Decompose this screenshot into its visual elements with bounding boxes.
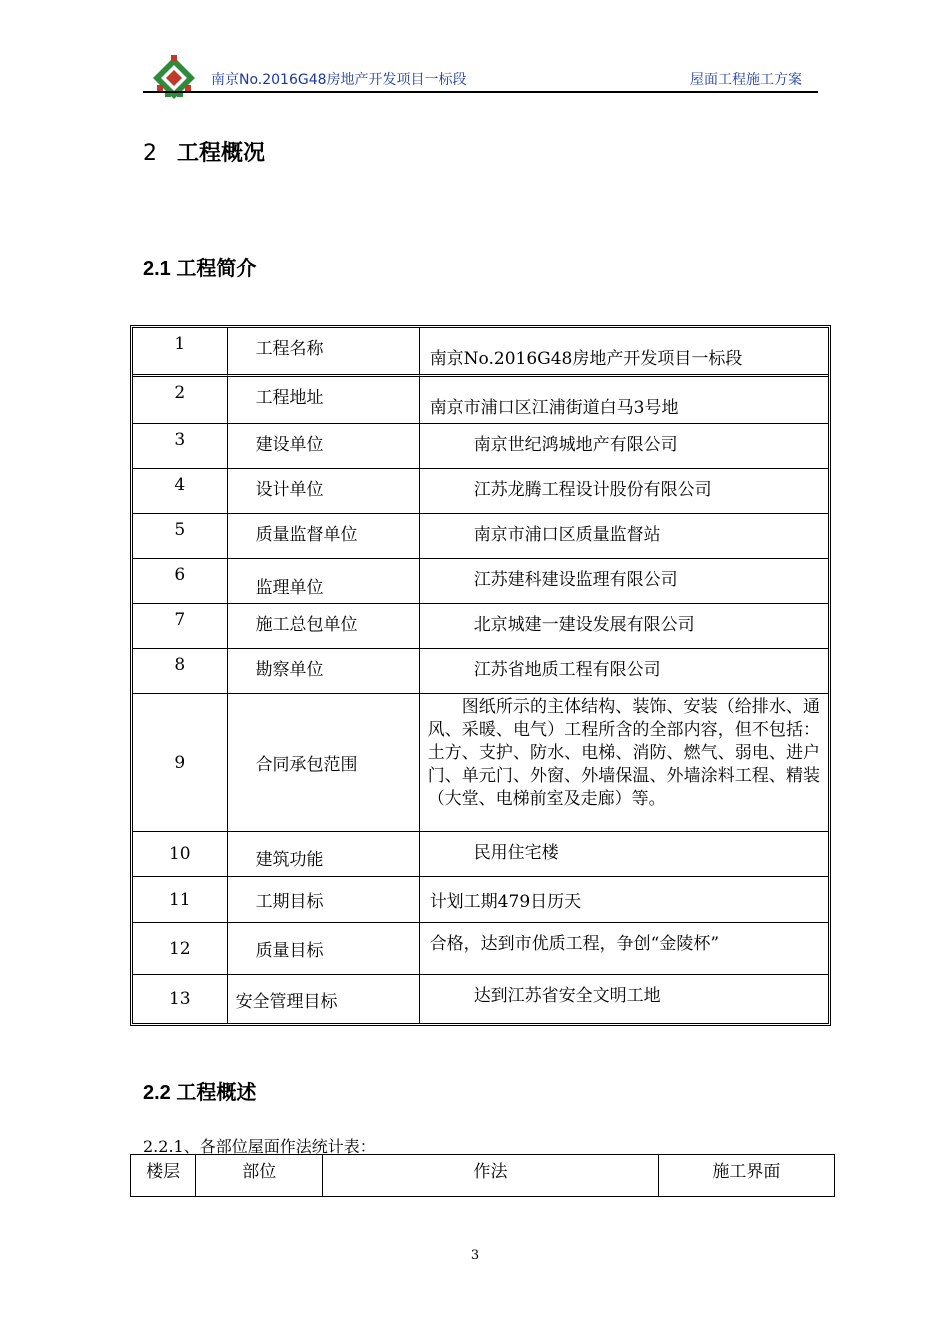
- row-value: 南京市浦口区质量监督站: [420, 514, 828, 559]
- row-value: 南京世纪鸿城地产有限公司: [420, 424, 828, 469]
- col-header-interface: 施工界面: [658, 1155, 834, 1197]
- row-value: 南京No.2016G48房地产开发项目一标段: [420, 328, 828, 377]
- row-number: 11: [133, 877, 228, 923]
- table-caption: 2.2.1、各部位屋面作法统计表：: [143, 1137, 376, 1156]
- header-rule: [143, 91, 818, 93]
- row-number: 9: [133, 694, 228, 832]
- row-value: 图纸所示的主体结构、装饰、安装（给排水、通风、采暖、电气）工程所含的全部内容，但不包括：土方、支护、防水、电梯、消防、燃气、弱电、进户门、单元门、外窗、外墙保温、外墙涂料工程、精装（大堂、电梯前室及走廊）等。: [420, 694, 828, 832]
- row-label: 质量监督单位: [228, 514, 420, 559]
- row-number: 2: [133, 377, 228, 424]
- row-number: 6: [133, 559, 228, 604]
- table-row: [133, 424, 828, 469]
- row-number: 10: [133, 832, 228, 877]
- row-label: 监理单位: [228, 559, 420, 604]
- row-label: 工期目标: [228, 877, 420, 923]
- row-value: 合格，达到市优质工程，争创“金陵杯”: [420, 923, 828, 975]
- section-heading: [143, 136, 265, 167]
- table-header-row: [131, 1155, 835, 1197]
- table-row: [133, 877, 828, 923]
- col-header-method: 作法: [323, 1155, 658, 1197]
- row-number: 8: [133, 649, 228, 694]
- row-value: 江苏省地质工程有限公司: [420, 649, 828, 694]
- row-label: 建筑功能: [228, 832, 420, 877]
- col-header-floor: 楼层: [131, 1155, 196, 1197]
- table-row: [133, 649, 828, 694]
- col-header-part: 部位: [196, 1155, 323, 1197]
- row-value: 达到江苏省安全文明工地: [473, 986, 661, 1006]
- row-number: 4: [133, 469, 228, 514]
- header-project-title: 南京No.2016G48房地产开发项目一标段: [211, 72, 467, 88]
- table-row: [133, 469, 828, 514]
- row-label: 工程名称: [228, 328, 420, 377]
- row-label: 勘察单位: [228, 649, 420, 694]
- section-title: 工程概况: [177, 141, 266, 166]
- company-logo-icon: [151, 55, 197, 101]
- row-number: 3: [133, 424, 228, 469]
- page-number: 3: [470, 1248, 480, 1263]
- row-label: 设计单位: [228, 469, 420, 514]
- section-number: 2: [143, 141, 157, 166]
- row-number: 5: [133, 514, 228, 559]
- row-label: 质量目标: [228, 923, 420, 975]
- table-row: [133, 328, 828, 377]
- table-row: [133, 923, 828, 975]
- row-value: 计划工期479日历天: [420, 877, 828, 923]
- table-row: [133, 604, 828, 649]
- row-number: 7: [133, 604, 228, 649]
- row-value: 北京城建一建设发展有限公司: [420, 604, 828, 649]
- row-label: 工程地址: [228, 377, 420, 424]
- table-row: [133, 975, 828, 1023]
- row-number: 12: [133, 923, 228, 975]
- row-value: 江苏建科建设监理有限公司: [420, 559, 828, 604]
- roof-method-table: [130, 1154, 835, 1197]
- row-value: 江苏龙腾工程设计股份有限公司: [420, 469, 828, 514]
- subsection-heading-2-1: 2.1 工程简介: [143, 258, 257, 280]
- subsection-heading-2-2: 2.2 工程概述: [143, 1082, 257, 1104]
- row-number: 13: [133, 975, 228, 1023]
- page-header: [143, 55, 818, 93]
- row-label: 施工总包单位: [228, 604, 420, 649]
- row-label: 合同承包范围: [228, 694, 420, 832]
- row-number: 1: [133, 328, 228, 377]
- table-row: [133, 377, 828, 424]
- row-label: 建设单位: [228, 424, 420, 469]
- row-label: 安全管理目标: [228, 975, 420, 1023]
- row-value: 南京市浦口区江浦街道白马3号地: [420, 377, 828, 424]
- table-row: [133, 514, 828, 559]
- project-info-table: [130, 325, 831, 1026]
- header-document-title: 屋面工程施工方案: [690, 72, 802, 88]
- row-value: 民用住宅楼: [420, 832, 828, 877]
- table-row: [133, 832, 828, 877]
- table-row: [133, 694, 828, 832]
- table-row: [133, 559, 828, 604]
